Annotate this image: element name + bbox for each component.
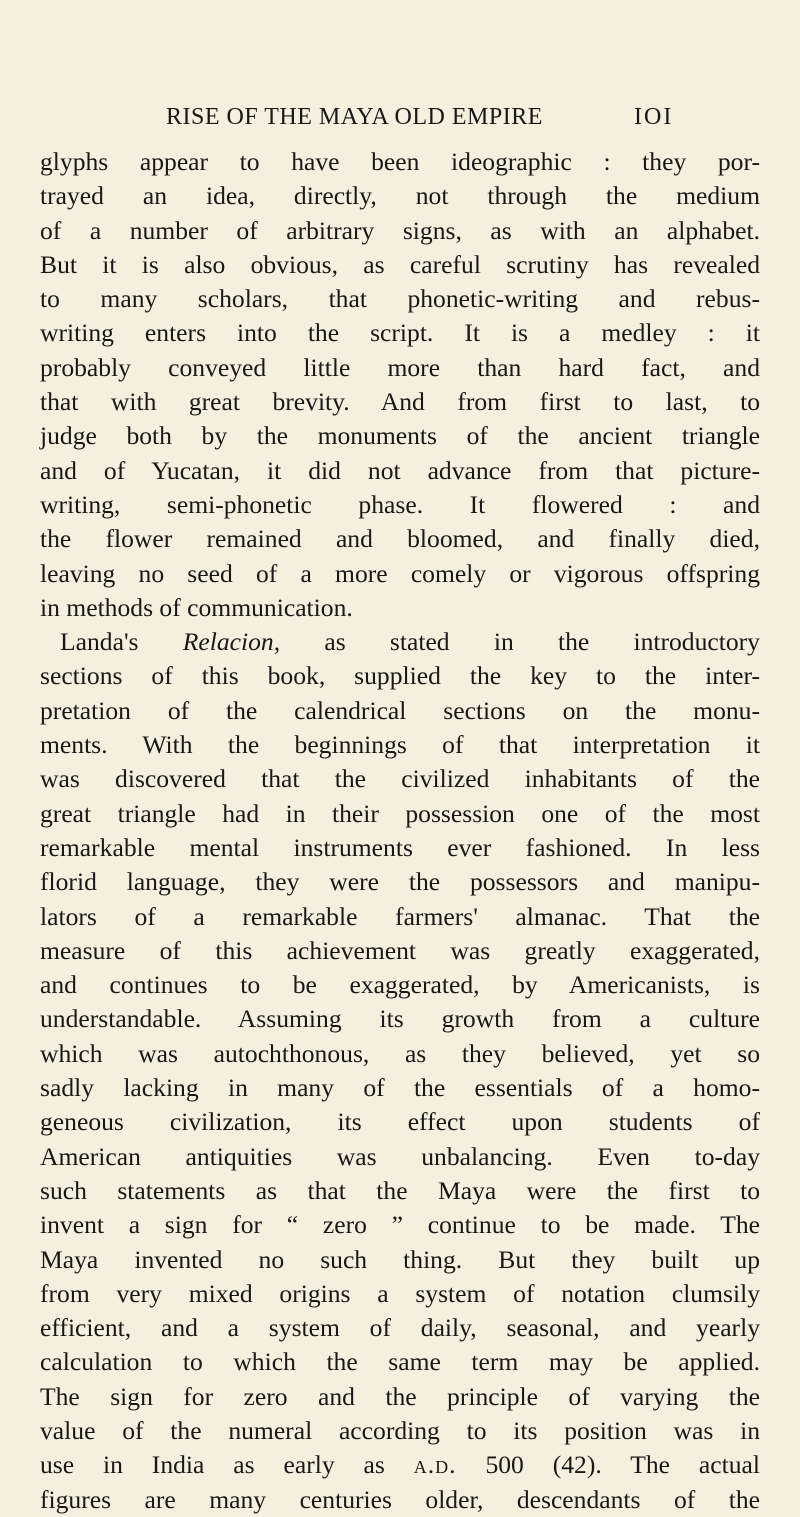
text-line: florid language, they were the possessors and manipu-: [40, 867, 760, 897]
text-line: ments. With the beginnings of that interpretation it: [40, 730, 760, 760]
text-line: pretation of the calendrical sections on the monu-: [40, 695, 760, 725]
text-line: such statements as that the Maya were the first to: [40, 1175, 760, 1205]
text-line: The sign for zero and the principle of varying the: [40, 1381, 760, 1411]
text-segment: use in India as early as: [40, 1450, 414, 1480]
page-number: IOI: [634, 104, 674, 130]
text-line: sections of this book, supplied the key to the inter-: [40, 661, 760, 691]
text-line: value of the numeral according to its position was in: [40, 1415, 760, 1445]
text-line: trayed an idea, directly, not through the medium: [40, 181, 760, 211]
text-line: geneous civilization, its effect upon students of: [40, 1107, 760, 1137]
text-line: calculation to which the same term may be applied.: [40, 1347, 760, 1377]
text-line: to many scholars, that phonetic-writing and rebus-: [40, 284, 760, 314]
text-line: of a number of arbitrary signs, as with an alphabet.: [40, 215, 760, 245]
text-line: which was autochthonous, as they believed, yet so: [40, 1038, 760, 1068]
text-line: lators of a remarkable farmers' almanac. That the: [40, 901, 760, 931]
text-line: measure of this achievement was greatly exaggerated,: [40, 935, 760, 965]
text-line: writing, semi-phonetic phase. It flowered : and: [40, 489, 760, 519]
text-line: figures are many centuries older, descendants of the: [40, 1484, 760, 1514]
text-line: American antiquities was unbalancing. Even to-day: [40, 1141, 760, 1171]
running-title: RISE OF THE MAYA OLD EMPIRE: [166, 104, 543, 130]
text-line: writing enters into the script. It is a medley : it: [40, 318, 760, 348]
text-segment: as stated in the introductory: [280, 627, 760, 657]
text-segment: Landa's: [60, 627, 183, 657]
text-line: sadly lacking in many of the essentials of a homo-: [40, 1073, 760, 1103]
text-line: was discovered that the civilized inhabitants of the: [40, 764, 760, 794]
era-abbreviation: a.d.: [413, 1450, 457, 1480]
text-line: the flower remained and bloomed, and finally died,: [40, 524, 760, 554]
body-text: [40, 145, 760, 1517]
text-line: in methods of communication.: [40, 592, 353, 622]
text-line: and of Yucatan, it did not advance from that picture-: [40, 455, 760, 485]
text-line: probably conveyed little more than hard fact, and: [40, 352, 760, 382]
book-title-relacion: Relacion,: [182, 627, 281, 657]
text-line: leaving no seed of a more comely or vigorous offspring: [40, 558, 760, 588]
text-line: [40, 1448, 760, 1482]
text-line: efficient, and a system of daily, seasonal, and yearly: [40, 1313, 760, 1343]
text-line: glyphs appear to have been ideographic : they por-: [40, 147, 760, 176]
text-line: remarkable mental instruments ever fashioned. In less: [40, 832, 760, 862]
text-line: great triangle had in their possession one of the most: [40, 798, 760, 828]
text-line: But it is also obvious, as careful scrutiny has revealed: [40, 249, 760, 279]
running-header: [0, 104, 800, 138]
text-line: that with great brevity. And from first to last, to: [40, 387, 760, 417]
text-line: understandable. Assuming its growth from a culture: [40, 1004, 760, 1034]
text-line: from very mixed origins a system of notation clumsily: [40, 1278, 760, 1308]
text-line: [40, 625, 760, 659]
text-segment: 500 (42). The actual: [456, 1450, 760, 1480]
text-line: Maya invented no such thing. But they built up: [40, 1244, 760, 1274]
text-line: invent a sign for “ zero ” continue to be made. The: [40, 1210, 760, 1240]
text-line: and continues to be exaggerated, by Americanists, is: [40, 970, 760, 1000]
text-line: judge both by the monuments of the ancient triangle: [40, 421, 760, 451]
